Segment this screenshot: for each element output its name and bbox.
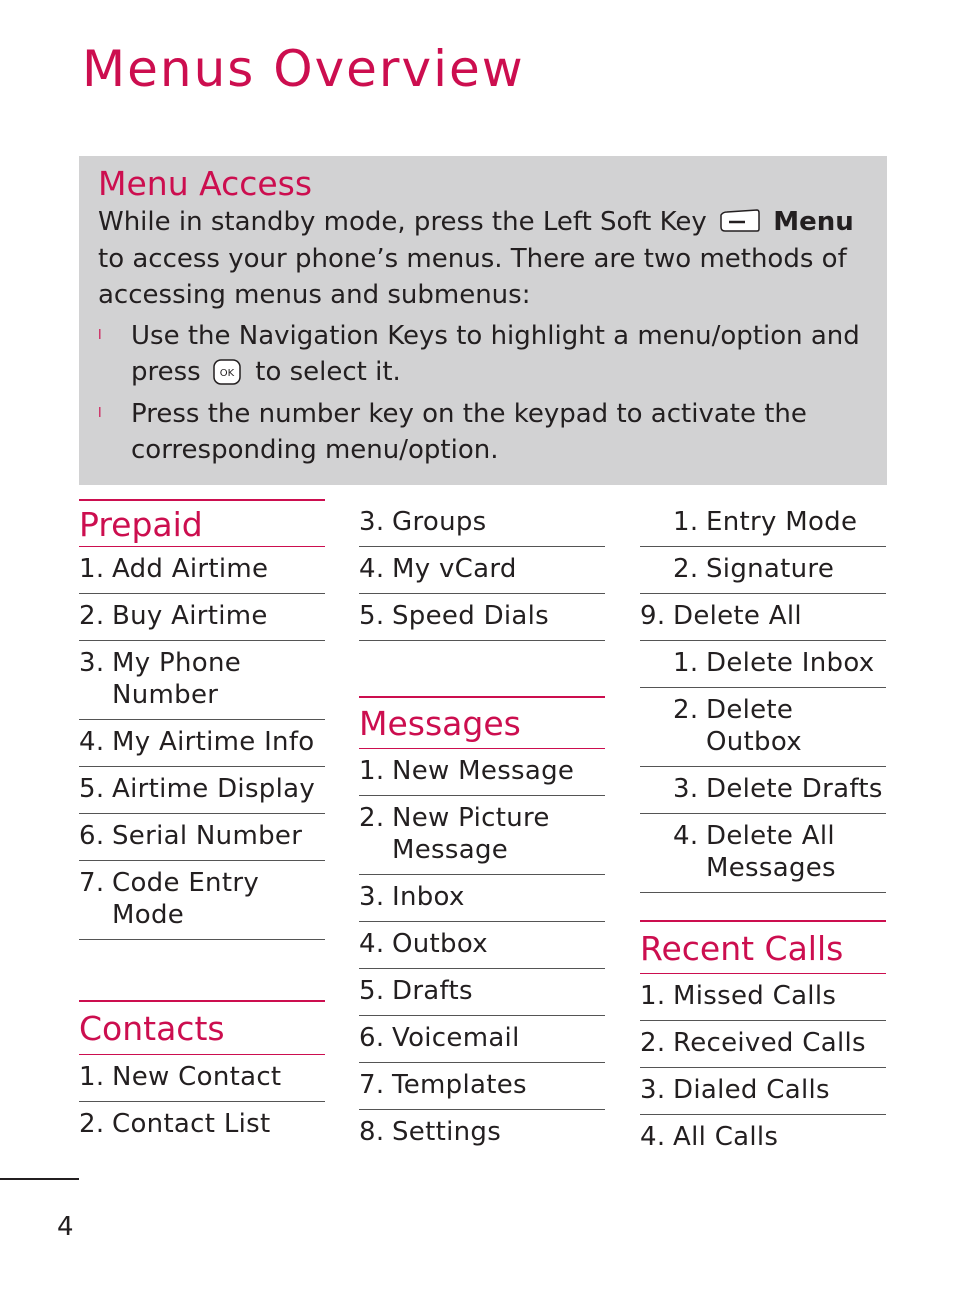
menu-access-box: [79, 156, 887, 485]
left-soft-key-icon: [719, 209, 761, 233]
list-item: 2. Delete Outbox: [640, 688, 886, 767]
list-item: 2. Received Calls: [640, 1021, 886, 1068]
contacts-list: [79, 1055, 325, 1148]
intro-text-1: While in standby mode, press the Left Soft Key: [98, 207, 707, 237]
method-1-text-b: to select it.: [255, 357, 401, 387]
list-item: 4. All Calls: [640, 1122, 779, 1152]
contacts-list-continued: [359, 500, 605, 641]
svg-text:OK: OK: [219, 368, 235, 379]
list-item: 1. Add Airtime: [79, 547, 325, 594]
list-item: 3. Delete Drafts: [640, 767, 886, 814]
contacts-section: [79, 1000, 325, 1148]
menu-label: Menu: [773, 207, 854, 237]
bullet-marker: l: [98, 327, 102, 343]
bullet-marker: l: [98, 405, 102, 421]
list-item: 5. Speed Dials: [359, 594, 605, 641]
contacts-title: Contacts: [79, 1000, 325, 1055]
list-item: 4. My vCard: [359, 547, 605, 594]
list-item: 4. Delete All Messages: [640, 814, 886, 893]
recent-calls-title: Recent Calls: [640, 920, 886, 974]
list-item: 3. Dialed Calls: [640, 1068, 886, 1115]
menu-access-heading: Menu Access: [98, 164, 313, 203]
contacts-continued: [359, 500, 605, 641]
list-item: 6. Serial Number: [79, 814, 325, 861]
list-item: 4. My Airtime Info: [79, 720, 325, 767]
messages-title: Messages: [359, 696, 605, 749]
list-item: 7. Code Entry Mode: [79, 861, 325, 940]
list-item: 1. New Contact: [79, 1055, 325, 1102]
messages-list: [359, 749, 605, 1156]
list-item: 3. Groups: [359, 500, 605, 547]
method-1-text-a: Use the Navigation Keys to highlight a menu/option and press: [131, 320, 860, 387]
list-item: 3. Inbox: [359, 875, 605, 922]
messages-section: [359, 696, 605, 1156]
recent-calls-list: [640, 974, 886, 1161]
ok-key-icon: [213, 359, 241, 385]
prepaid-section: [79, 499, 325, 940]
prepaid-list: [79, 547, 325, 940]
page-number: 4: [57, 1212, 74, 1242]
intro-text-2: to access your phone’s menus. There are two methods of accessing menus and submenus:: [98, 243, 847, 310]
method-2-text: Press the number key on the keypad to activate the corresponding menu/option.: [131, 398, 807, 465]
list-item: 1. Delete Inbox: [640, 641, 886, 688]
list-item: 5. Drafts: [359, 969, 605, 1016]
list-item: 8. Settings: [359, 1117, 502, 1147]
list-item: 9. Delete All: [640, 594, 886, 641]
menu-access-intro: [98, 204, 867, 314]
method-list: [98, 318, 867, 469]
page-title: Menus Overview: [82, 40, 525, 98]
list-item: 4. Outbox: [359, 922, 605, 969]
list-item: 2. Signature: [640, 547, 886, 594]
prepaid-title: Prepaid: [79, 499, 325, 547]
method-item: [98, 318, 867, 391]
messages-list-continued: [640, 500, 886, 893]
list-item: 5. Airtime Display: [79, 767, 325, 814]
list-item: 2. New Picture Message: [359, 796, 605, 875]
list-item: 2. Buy Airtime: [79, 594, 325, 641]
method-item: [98, 396, 867, 469]
recent-calls-section: [640, 920, 886, 1161]
list-item: 1. Entry Mode: [640, 500, 886, 547]
list-item: 2. Contact List: [79, 1109, 271, 1139]
messages-continued: [640, 500, 886, 893]
page-number-rule: [0, 1178, 79, 1180]
list-item: 1. Missed Calls: [640, 974, 886, 1021]
list-item: 1. New Message: [359, 749, 605, 796]
list-item: 6. Voicemail: [359, 1016, 605, 1063]
list-item: 7. Templates: [359, 1063, 605, 1110]
list-item: 3. My Phone Number: [79, 641, 325, 720]
